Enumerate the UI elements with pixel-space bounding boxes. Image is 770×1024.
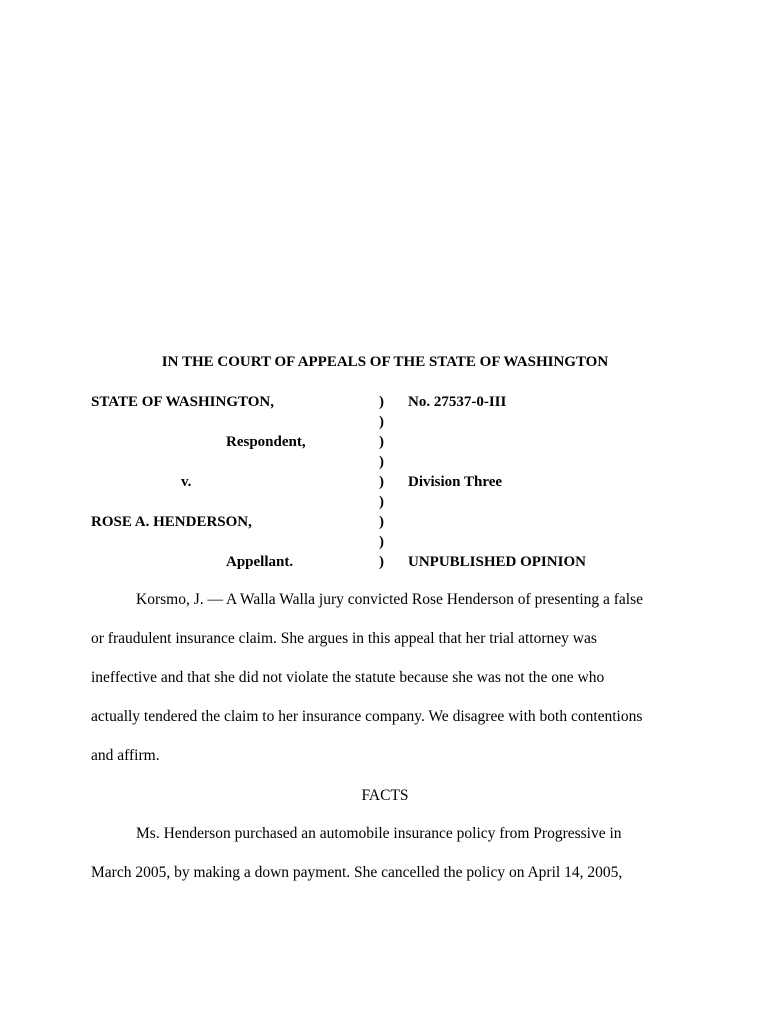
- defendant-name: ROSE A. HENDERSON,: [91, 514, 252, 530]
- paragraph-line: Korsmo, J. — A Walla Walla jury convicted Rose Henderson of presenting a false: [136, 591, 644, 608]
- versus-label: v.: [181, 474, 192, 490]
- defendant-role: Appellant.: [226, 554, 294, 570]
- plaintiff-role: Respondent,: [226, 434, 306, 450]
- paragraph-line: and affirm.: [91, 747, 160, 764]
- paragraph-line: March 2005, by making a down payment. She cancelled the policy on April 14, 2005,: [91, 864, 623, 881]
- caption-paren: ): [379, 514, 384, 530]
- caption-paren: ): [379, 394, 384, 410]
- court-title: IN THE COURT OF APPEALS OF THE STATE OF WASHINGTON: [161, 354, 609, 370]
- caption-paren: ): [379, 474, 384, 490]
- division-label: Division Three: [408, 474, 503, 490]
- paragraph-line: or fraudulent insurance claim. She argues in this appeal that her trial attorney was: [91, 630, 597, 647]
- plaintiff-name: STATE OF WASHINGTON,: [91, 394, 274, 410]
- caption-paren: ): [379, 534, 384, 550]
- paragraph-line: ineffective and that she did not violate the statute because she was not the one who: [91, 669, 605, 686]
- case-number: No. 27537-0-III: [408, 394, 507, 410]
- caption-paren: ): [379, 494, 384, 510]
- caption-paren: ): [379, 554, 384, 570]
- caption-paren: ): [379, 434, 384, 450]
- opinion-type: UNPUBLISHED OPINION: [408, 554, 586, 570]
- caption-paren: ): [379, 454, 384, 470]
- facts-heading: FACTS: [361, 787, 409, 804]
- caption-paren: ): [379, 414, 384, 430]
- paragraph-line: Ms. Henderson purchased an automobile insurance policy from Progressive in: [136, 825, 622, 842]
- paragraph-line: actually tendered the claim to her insurance company. We disagree with both contentions: [91, 708, 643, 725]
